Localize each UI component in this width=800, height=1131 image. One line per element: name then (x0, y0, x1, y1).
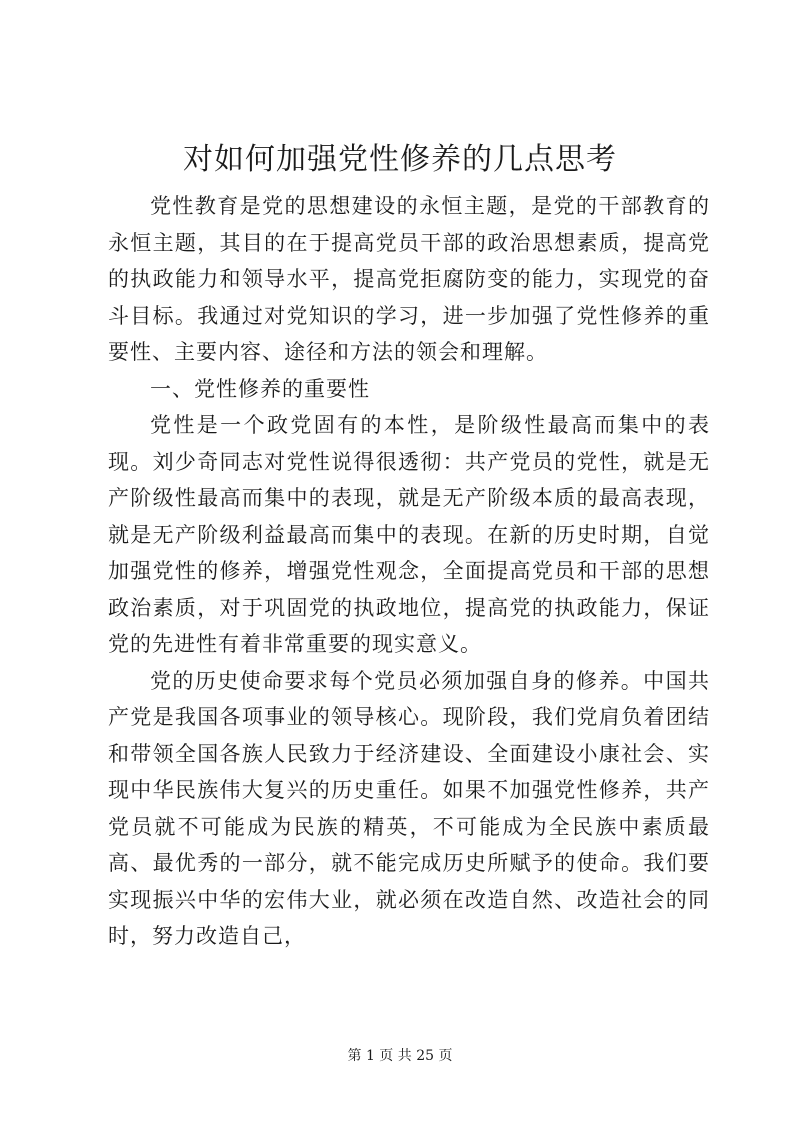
paragraph: 党性教育是党的思想建设的永恒主题，是党的干部教育的永恒主题，其目的在于提高党员干部的政治思想素质，提高党的执政能力和领导水平，提高党拒腐防变的能力，实现党的奋斗目标。我通过对党知识的学习，进一步加强了党性修养的重要性、主要内容、途径和方法的领会和理解。 (108, 194, 710, 364)
document-title: 对如何加强党性修养的几点思考 (183, 142, 617, 177)
section-heading: 一、党性修养的重要性 (150, 376, 370, 401)
paragraph: 党性是一个政党固有的本性，是阶级性最高而集中的表现。刘少奇同志对党性说得很透彻：共产党员的党性，就是无产阶级性最高而集中的表现，就是无产阶级本质的最高表现，就是无产阶级利益最高而集中的表现。在新的历史时期，自觉加强党性的修养，增强党性观念，全面提高党员和干部的思想政治素质，对于巩固党的执政地位，提高党的执政能力，保证党的先进性有着非常重要的现实意义。 (108, 413, 710, 656)
document-body (108, 188, 710, 955)
paragraph: 党的历史使命要求每个党员必须加强自身的修养。中国共产党是我国各项事业的领导核心。现阶段，我们党肩负着团结和带领全国各族人民致力于经济建设、全面建设小康社会、实现中华民族伟大复兴的历史重任。如果不加强党性修养，共产党员就不可能成为民族的精英，不可能成为全民族中素质最高、最优秀的一部分，就不能完成历史所赋予的使命。我们要实现振兴中华的宏伟大业，就必须在改造自然、改造社会的同时，努力改造自己， (108, 668, 710, 948)
page-footer: 第 1 页 共 25 页 (347, 1048, 453, 1064)
